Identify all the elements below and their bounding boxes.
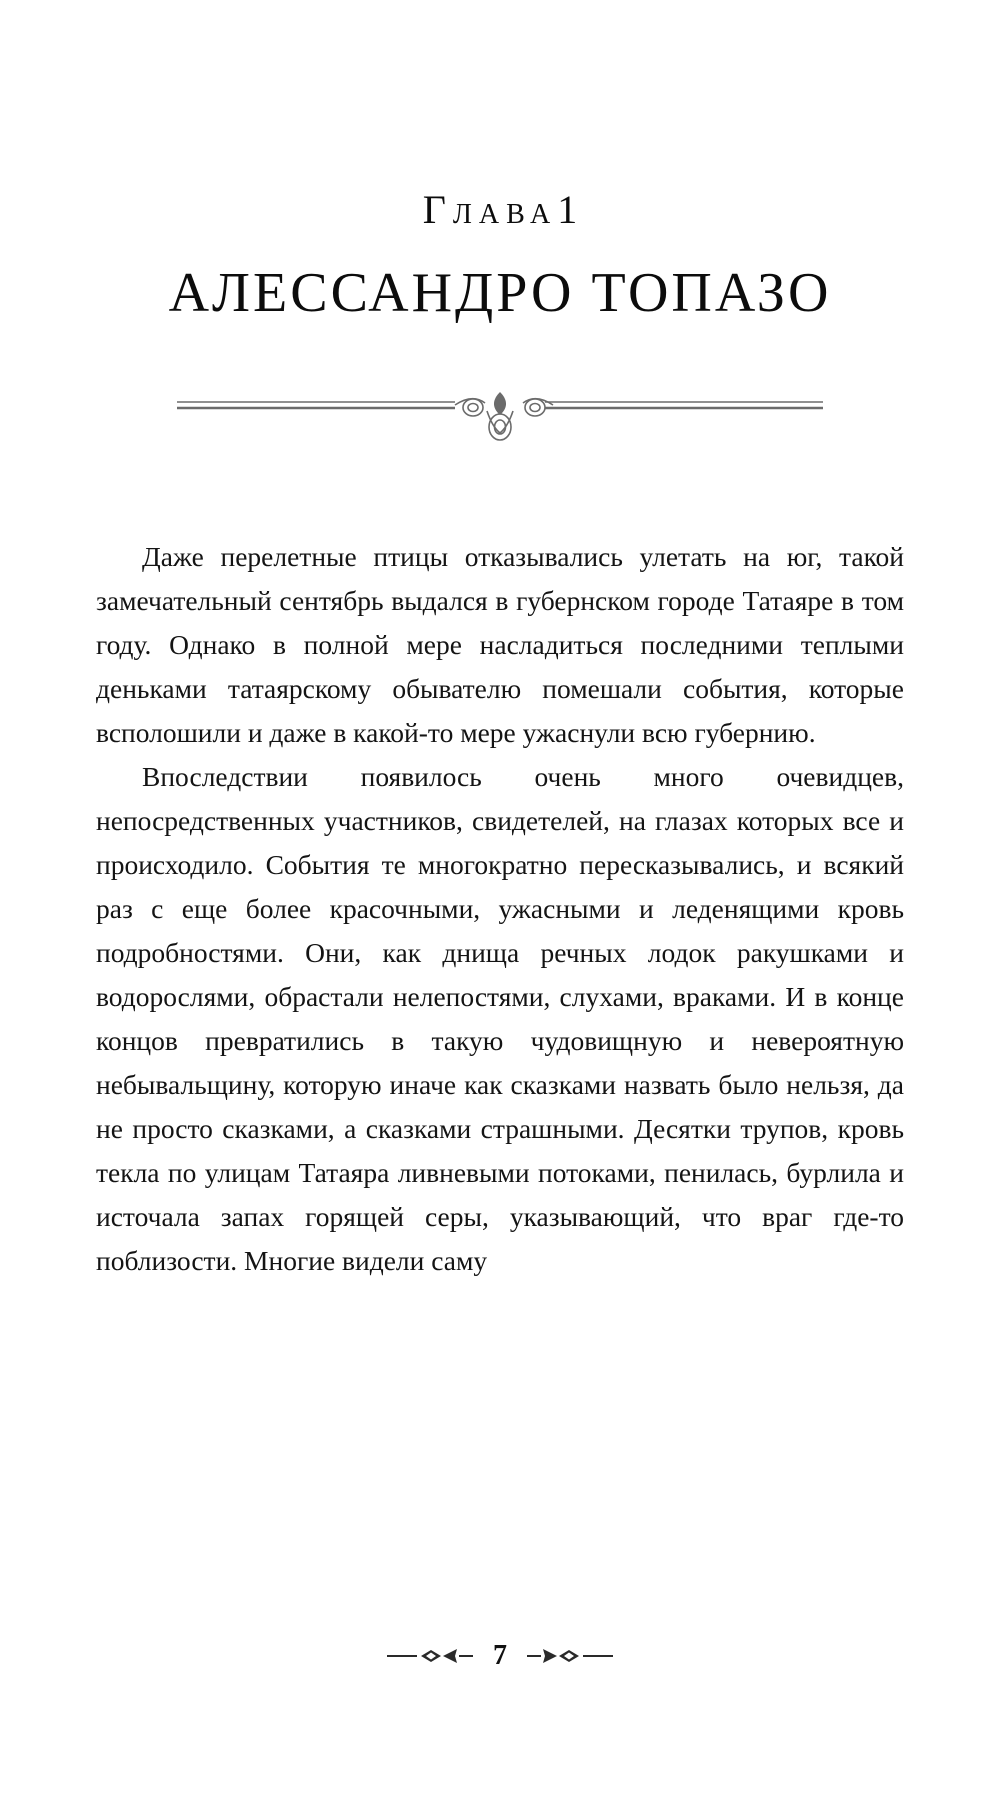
- book-page: [0, 186, 1000, 1802]
- chapter-label-word: Глава: [422, 187, 558, 232]
- page-footer: [0, 1642, 1000, 1670]
- chapter-title: АЛЕССАНДРО ТОПАЗО: [168, 262, 832, 324]
- chapter-body: [96, 535, 904, 1283]
- paragraph: Впоследствии появилось очень много очевидцев, непосредственных участников, свидетелей, на глазах которых все и происходило. События те многократно пересказывались, и всякий раз с еще более красочными, ужасными и леденящими кровь подробностями. Они, как днища речных лодок ракушками и водорослями, обрастали нелепостями, слухами, враками. И в конце концов превратились в такую чудовищную и невероятную небывальщину, которую иначе как сказками назвать было нельзя, да не просто сказками, а сказками страшными. Десятки трупов, кровь текла по улицам Татаяра ливневыми потоками, пенилась, бурлила и источала запах горящей серы, указывающий, что враг где-то поблизости. Многие видели саму: [96, 761, 904, 1276]
- page-number: 7: [493, 1640, 507, 1671]
- ornament-right-icon: [523, 1647, 613, 1665]
- ornament-flourish-icon: [96, 377, 904, 443]
- paragraph: Даже перелетные птицы отказывались улетать на юг, такой замечательный сентябрь выдался в губернском городе Татаяре в том году. Однако в полной мере насладиться последними теплыми деньками татаярскому обывателю помешали события, которые всполошили и даже в какой-то мере ужаснули всю губернию.: [96, 541, 904, 748]
- chapter-label: [96, 186, 904, 233]
- ornament-left-icon: [387, 1647, 477, 1665]
- chapter-number: 1: [557, 187, 578, 232]
